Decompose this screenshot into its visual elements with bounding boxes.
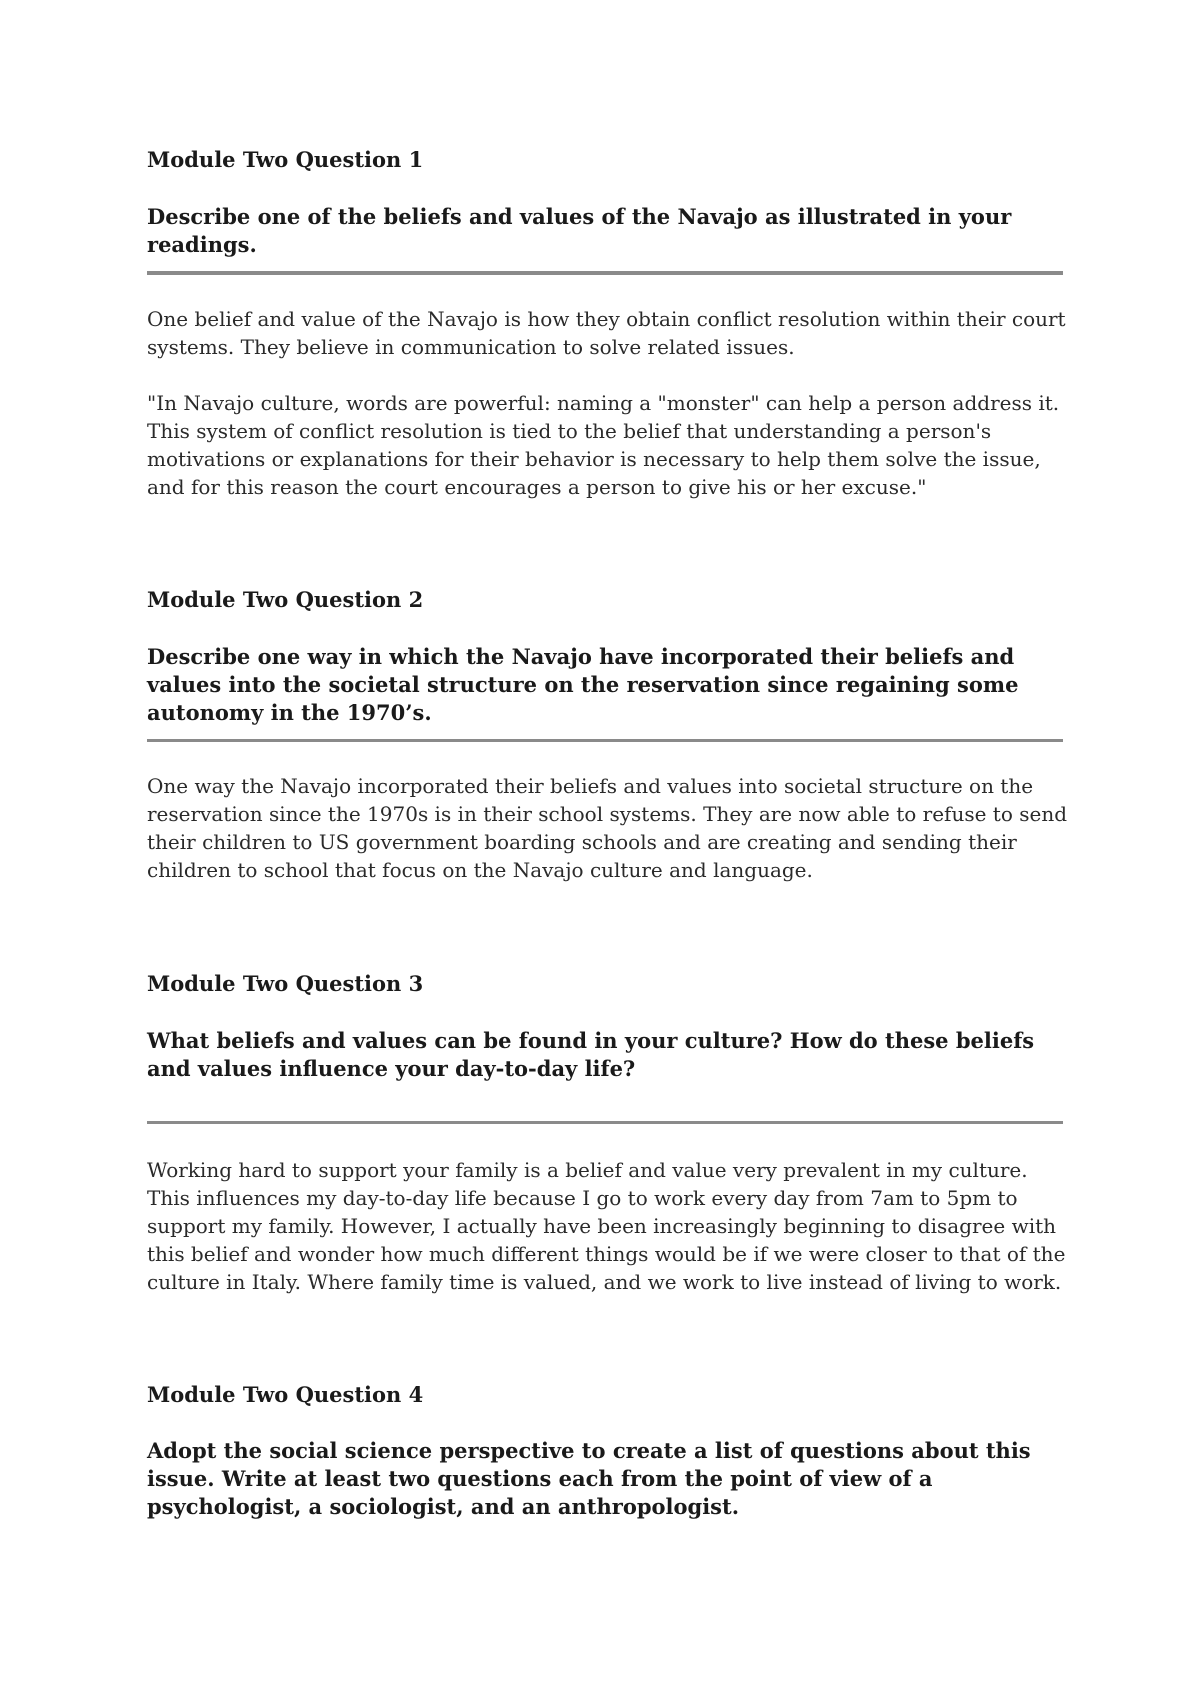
question-1-divider <box>147 271 1063 275</box>
question-2-answer-1: One way the Navajo incorporated their beliefs and values into societal structure on the reservation since the 1970s is in their school systems. They are now able to refuse to send their children to US government boarding schools and are creating and sending their children to school that focus on the Navajo culture and language. <box>147 774 1067 882</box>
question-2-heading <box>147 586 1067 614</box>
question-1-prompt-block <box>147 203 1067 259</box>
question-4-heading <box>147 1381 1067 1409</box>
question-3-divider <box>147 1121 1063 1124</box>
question-1-heading <box>147 146 1067 174</box>
question-1-answer-1: One belief and value of the Navajo is how they obtain conflict resolution within their court systems. They believe in communication to solve related issues. <box>147 307 1066 359</box>
question-1-prompt: Describe one of the beliefs and values of the Navajo as illustrated in your readings. <box>147 204 1012 257</box>
question-3-title: Module Two Question 3 <box>147 971 424 996</box>
question-1-answer-2: "In Navajo culture, words are powerful: naming a "monster" can help a person address it. This system of conflict resolution is tied to the belief that understanding a person's motivations or explanations for their behavior is necessary to help them solve the issue, and for this reason the court encourages a person to give his or her excuse." <box>147 391 1060 499</box>
question-2-divider <box>147 739 1063 742</box>
question-4-prompt-block <box>147 1437 1067 1521</box>
question-4-title: Module Two Question 4 <box>147 1382 424 1407</box>
question-2-prompt-block <box>147 643 1067 727</box>
question-3-prompt-block <box>147 1027 1067 1083</box>
question-2-prompt: Describe one way in which the Navajo have incorporated their beliefs and values into the societal structure on the reservation since regaining some autonomy in the 1970’s. <box>147 644 1019 725</box>
question-3-heading <box>147 970 1067 998</box>
question-2-title: Module Two Question 2 <box>147 587 424 612</box>
question-1-title: Module Two Question 1 <box>147 147 424 172</box>
question-3-answer-1: Working hard to support your family is a belief and value very prevalent in my culture. This influences my day-to-day life because I go to work every day from 7am to 5pm to support my family. However, I actually have been increasingly beginning to disagree with this belief and wonder how much different things would be if we were closer to that of the culture in Italy. Where family time is valued, and we work to live instead of living to work. <box>147 1158 1066 1294</box>
question-4-prompt: Adopt the social science perspective to create a list of questions about this issue. Write at least two questions each from the point of view of a psychologist, a sociologist, and an anthropologist. <box>147 1438 1031 1519</box>
question-3-prompt: What beliefs and values can be found in your culture? How do these beliefs and values influence your day-to-day life? <box>147 1028 1035 1081</box>
